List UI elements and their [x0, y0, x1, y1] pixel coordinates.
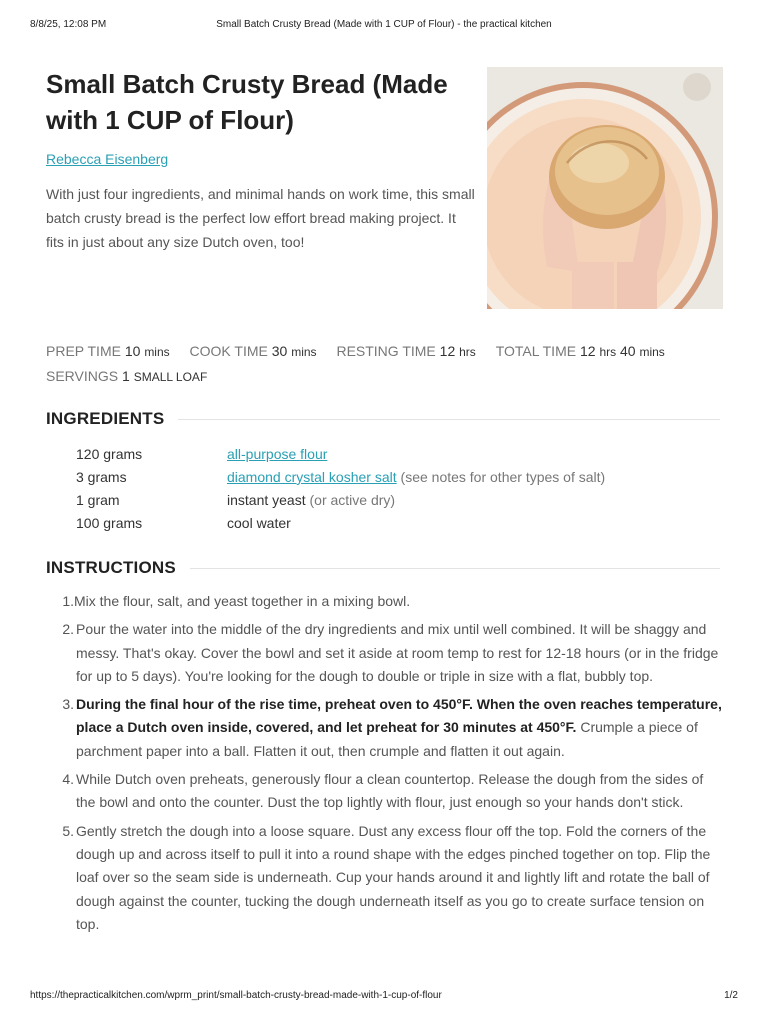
step-text: [76, 693, 724, 763]
bread-loaf-photo-illustration: [487, 67, 723, 309]
resting-time-label: RESTING TIME: [336, 343, 436, 359]
recipe-title: Small Batch Crusty Bread (Made with 1 CUP of Flour): [46, 69, 448, 135]
print-date: 8/8/25, 12:08 PM: [30, 19, 107, 30]
instruction-step: [60, 693, 724, 763]
ingredient-amount: 120 grams: [76, 446, 143, 462]
ingredient-name: cool water: [227, 515, 291, 531]
step-text: Pour the water into the middle of the dry ingredients and mix until well combined. It will be shaggy and messy. That's okay. Cover the bowl and set it aside at room temp to rest for 12-18 hours (or in the fridge for up to 5 days). You're looking for the dough to double or triple in size with a flat, bubbly top.: [76, 621, 719, 684]
page-number: 1/2: [724, 990, 738, 1001]
instructions-divider: [190, 568, 720, 569]
servings: [46, 364, 207, 389]
resting-time-unit: hrs: [459, 345, 476, 359]
ingredient-amount: 1 gram: [76, 492, 120, 508]
step-number: 4.: [62, 771, 74, 788]
ingredient-name: instant yeast: [227, 492, 306, 508]
print-footer: [30, 990, 738, 1004]
servings-label: SERVINGS: [46, 368, 119, 384]
total-time-hours: 12: [579, 343, 596, 359]
ingredient-row: [76, 512, 736, 535]
ingredients-heading: INGREDIENTS: [46, 409, 165, 428]
total-time-label: TOTAL TIME: [495, 343, 577, 359]
instruction-step: [60, 590, 724, 613]
instructions-list: [60, 590, 724, 941]
instruction-step: [60, 768, 724, 815]
step-number: 5.: [62, 822, 74, 839]
cook-time-value: 30: [271, 343, 288, 359]
recipe-photo: [487, 67, 723, 309]
prep-time: [46, 339, 170, 364]
total-time-hours-unit: hrs: [599, 345, 617, 359]
ingredient-row: [76, 443, 736, 466]
ingredient-note: (see notes for other types of salt): [400, 469, 606, 485]
instruction-step: [60, 820, 724, 936]
step-number: 1.: [62, 593, 74, 609]
step-text: Mix the flour, salt, and yeast together in a mixing bowl.: [74, 593, 411, 609]
ingredient-note: (or active dry): [309, 492, 396, 508]
ingredients-divider: [178, 419, 720, 420]
total-time: [496, 339, 665, 364]
recipe-summary: With just four ingredients, and minimal hands on work time, this small batch crusty bread is the perfect low effort bread making project. It fits in just about any size Dutch oven, too!: [46, 186, 475, 250]
servings-value: 1: [122, 368, 130, 384]
ingredient-row: [76, 466, 736, 489]
ingredients-list: [76, 443, 736, 535]
ingredient-row: [76, 489, 736, 512]
total-time-minutes-unit: mins: [639, 345, 665, 359]
ingredients-header: [46, 407, 720, 431]
prep-time-value: 10: [124, 343, 141, 359]
ingredient-amount: 100 grams: [76, 515, 143, 531]
step-text: While Dutch oven preheats, generously flour a clean countertop. Release the dough from the sides of the bowl and onto the counter. Dust the top lightly with flour, just enough so your hands don't stick.: [76, 771, 704, 811]
resting-time: [336, 339, 475, 364]
step-text-rest: Crumple a piece of parchment paper into a ball. Flatten it out, then crumple and flatten it out again.: [76, 719, 698, 759]
ingredient-amount: 3 grams: [76, 469, 127, 485]
step-number: 2.: [62, 621, 74, 638]
print-page-title: Small Batch Crusty Bread (Made with 1 CUP of Flour) - the practical kitchen: [216, 19, 552, 30]
prep-time-label: PREP TIME: [46, 343, 121, 359]
step-text-bold: During the final hour of the rise time, preheat oven to 450°F. When the oven reaches temperature, place a Dutch oven inside, covered, and let preheat for 30 minutes at 450°F.: [76, 696, 722, 736]
instructions-header: [46, 556, 720, 580]
print-url: https://thepracticalkitchen.com/wprm_print/small-batch-crusty-bread-made-with-1-cup-of-flour: [30, 990, 442, 1001]
author-link[interactable]: Rebecca Eisenberg: [46, 151, 169, 167]
cook-time-label: COOK TIME: [189, 343, 268, 359]
print-header: [30, 19, 738, 33]
resting-time-value: 12: [439, 343, 456, 359]
instruction-step: [60, 618, 724, 688]
instructions-heading: INSTRUCTIONS: [46, 558, 176, 577]
ingredient-link-flour[interactable]: all-purpose flour: [227, 446, 328, 462]
ingredient-link-salt[interactable]: diamond crystal kosher salt: [227, 469, 397, 485]
step-text: Gently stretch the dough into a loose square. Dust any excess flour off the top. Fold the corners of the dough up and across itself to pull it into a round shape with the edges pinched together on top. Flip the loaf over so the seam side is underneath. Cup your hands around it and lightly lift and rotate the ball of dough against the counter, tucking the dough underneath itself as you go to create surface tension on top.: [76, 822, 711, 932]
cook-time-unit: mins: [291, 345, 317, 359]
total-time-minutes: 40: [620, 343, 636, 359]
step-number: 3.: [62, 696, 74, 713]
prep-time-unit: mins: [144, 345, 170, 359]
recipe-times: [46, 339, 736, 389]
servings-unit: SMALL LOAF: [133, 370, 208, 384]
cook-time: [190, 339, 317, 364]
